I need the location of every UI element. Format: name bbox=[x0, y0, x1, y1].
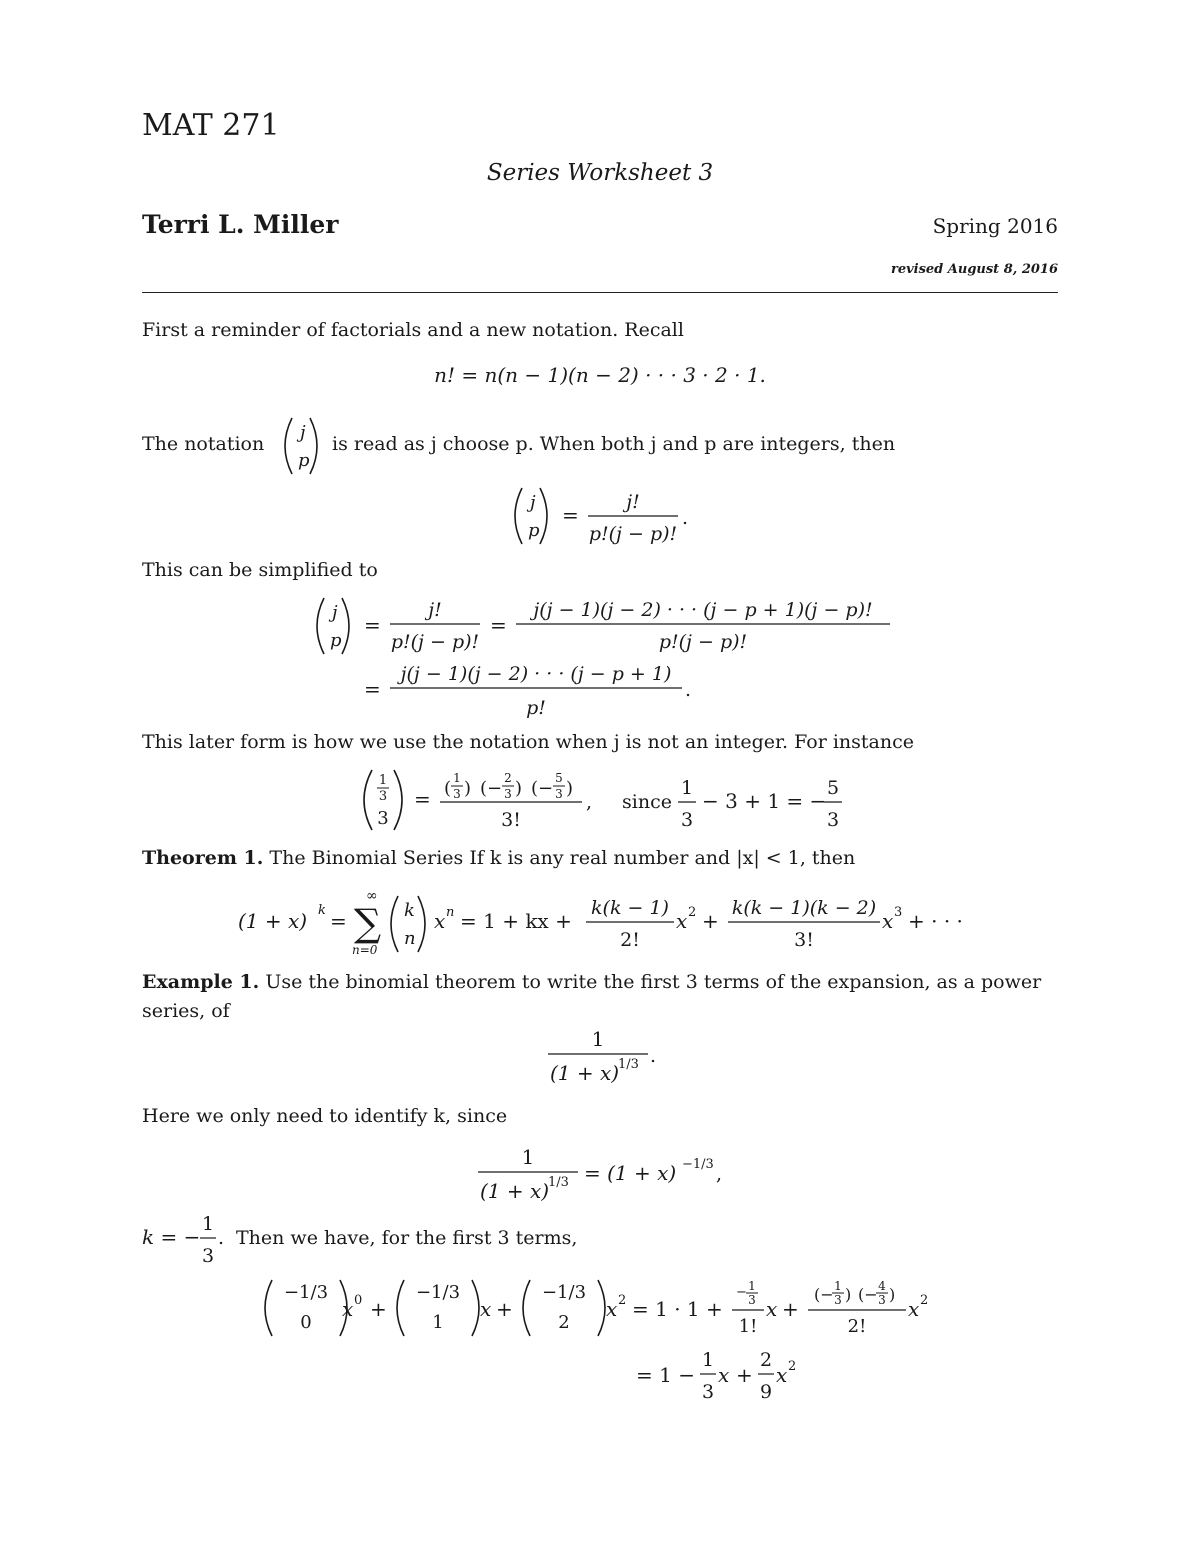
svg-text:): ) bbox=[566, 778, 574, 799]
svg-text:1: 1 bbox=[453, 771, 461, 785]
svg-text:=: = bbox=[330, 909, 347, 933]
svg-text:j!: j! bbox=[626, 491, 640, 513]
svg-text:3: 3 bbox=[834, 1293, 842, 1307]
svg-text:0: 0 bbox=[354, 1293, 363, 1308]
svg-text:2!: 2! bbox=[620, 929, 640, 951]
svg-text:1: 1 bbox=[521, 1145, 535, 1169]
svg-text:−1/3: −1/3 bbox=[541, 1282, 587, 1303]
svg-text:.: . bbox=[650, 1045, 657, 1067]
since-label: since bbox=[622, 791, 672, 813]
svg-text:x: x bbox=[676, 909, 688, 933]
later-form-paragraph: This later form is how we use the notation when j is not an integer. For instance bbox=[142, 731, 914, 753]
svg-text:p: p bbox=[298, 450, 310, 471]
svg-text:p!(j − p)!: p!(j − p)! bbox=[588, 523, 678, 545]
factorial-equation bbox=[142, 358, 1058, 392]
svg-text:3!: 3! bbox=[501, 809, 521, 831]
svg-text:2: 2 bbox=[618, 1293, 627, 1308]
svg-text:=: = bbox=[490, 613, 507, 637]
svg-text:= (1 + x): = (1 + x) bbox=[584, 1161, 677, 1185]
svg-text:1!: 1! bbox=[738, 1316, 758, 1337]
svg-text:(−: (− bbox=[858, 1285, 878, 1304]
svg-text:1/3: 1/3 bbox=[618, 1057, 639, 1072]
svg-text:3: 3 bbox=[555, 787, 563, 801]
example-paragraph bbox=[142, 968, 1058, 1026]
theorem-paragraph bbox=[142, 844, 1058, 873]
svg-text:=: = bbox=[562, 503, 579, 527]
svg-text:= 1 + kx +: = 1 + kx + bbox=[460, 909, 572, 933]
svg-text:=: = bbox=[364, 677, 381, 701]
k-value-line bbox=[142, 1210, 1058, 1270]
svg-text:): ) bbox=[845, 1285, 852, 1304]
svg-text:.: . bbox=[685, 679, 692, 701]
svg-text:3: 3 bbox=[680, 809, 694, 831]
svg-text:p!: p! bbox=[526, 697, 546, 719]
svg-text:3: 3 bbox=[878, 1293, 886, 1307]
svg-text:2: 2 bbox=[688, 905, 697, 920]
notation-line bbox=[142, 414, 1058, 476]
svg-text:k = −: k = − bbox=[142, 1225, 201, 1249]
svg-text:(−: (− bbox=[531, 778, 554, 799]
binomial-series-equation bbox=[142, 880, 1058, 960]
svg-text:3: 3 bbox=[826, 809, 840, 831]
svg-text:(1 + x): (1 + x) bbox=[550, 1061, 620, 1085]
svg-text:+: + bbox=[496, 1297, 513, 1321]
choose-definition bbox=[142, 484, 1058, 548]
svg-text:): ) bbox=[889, 1285, 896, 1304]
svg-text:j: j bbox=[530, 492, 536, 513]
svg-text:p!(j − p)!: p!(j − p)! bbox=[658, 631, 748, 653]
svg-text:x: x bbox=[766, 1297, 778, 1321]
svg-text:+: + bbox=[370, 1297, 387, 1321]
here-paragraph: Here we only need to identify k, since bbox=[142, 1105, 508, 1127]
svg-text:j: j bbox=[300, 422, 306, 443]
svg-text:k(k − 1): k(k − 1) bbox=[591, 897, 669, 919]
svg-text:= 1 −: = 1 − bbox=[636, 1363, 695, 1387]
svg-text:1: 1 bbox=[748, 1279, 756, 1293]
here-equation bbox=[142, 1140, 1058, 1204]
svg-text:p: p bbox=[330, 630, 342, 651]
svg-text:∞: ∞ bbox=[366, 888, 378, 904]
svg-text:1: 1 bbox=[591, 1027, 605, 1051]
svg-text:k: k bbox=[318, 903, 326, 918]
svg-text:k: k bbox=[404, 900, 415, 921]
worksheet-subtitle: Series Worksheet 3 bbox=[486, 160, 714, 186]
svg-text:5: 5 bbox=[555, 771, 563, 785]
example-text: Use the binomial theorem to write the first 3 terms of the expansion, as a power series, of bbox=[142, 971, 1042, 1022]
svg-text:1: 1 bbox=[201, 1213, 215, 1235]
svg-text:j!: j! bbox=[428, 599, 442, 621]
svg-text:.: . bbox=[682, 507, 689, 529]
svg-text:n: n bbox=[446, 905, 455, 920]
svg-text:0: 0 bbox=[300, 1312, 312, 1333]
svg-text:1: 1 bbox=[701, 1349, 715, 1371]
svg-text:(−: (− bbox=[480, 778, 503, 799]
svg-text:n: n bbox=[404, 928, 416, 949]
simplified-paragraph: This can be simplified to bbox=[142, 559, 378, 581]
svg-text:1: 1 bbox=[378, 773, 388, 788]
svg-text:−1/3: −1/3 bbox=[283, 1282, 329, 1303]
svg-text:,: , bbox=[586, 791, 593, 813]
svg-text:j(j − 1)(j − 2) · · · (j − p +: j(j − 1)(j − 2) · · · (j − p + 1) bbox=[400, 663, 672, 685]
svg-text:−: − bbox=[736, 1285, 747, 1300]
svg-text:3: 3 bbox=[378, 789, 388, 804]
svg-text:x: x bbox=[776, 1363, 788, 1387]
svg-text:3: 3 bbox=[701, 1381, 715, 1403]
svg-text:2!: 2! bbox=[847, 1316, 867, 1337]
example-expression bbox=[142, 1022, 1058, 1086]
svg-text:∑: ∑ bbox=[354, 901, 382, 945]
svg-text:−1/3: −1/3 bbox=[682, 1157, 714, 1172]
example-label: Example 1. bbox=[142, 971, 260, 993]
svg-text:5: 5 bbox=[826, 777, 840, 799]
course-title: MAT 271 bbox=[142, 108, 280, 143]
svg-text:1: 1 bbox=[834, 1279, 842, 1293]
svg-text:2: 2 bbox=[759, 1349, 773, 1371]
svg-text:3: 3 bbox=[894, 905, 903, 920]
svg-text:x: x bbox=[718, 1363, 730, 1387]
svg-text:): ) bbox=[515, 778, 523, 799]
svg-text:): ) bbox=[464, 778, 472, 799]
svg-text:3: 3 bbox=[201, 1245, 215, 1267]
svg-text:4: 4 bbox=[878, 1279, 886, 1293]
svg-text:(: ( bbox=[444, 778, 452, 799]
svg-text:x: x bbox=[480, 1297, 492, 1321]
svg-text:j(j − 1)(j − 2) · · · (j − p +: j(j − 1)(j − 2) · · · (j − p + 1)(j − p)! bbox=[533, 599, 873, 621]
svg-text:3: 3 bbox=[748, 1293, 756, 1307]
svg-text:x: x bbox=[342, 1297, 354, 1321]
svg-text:− 3 + 1 = −: − 3 + 1 = − bbox=[702, 789, 827, 813]
author-name: Terri L. Miller bbox=[142, 210, 339, 239]
then-text: Then we have, for the first 3 terms, bbox=[236, 1227, 578, 1249]
intro-paragraph: First a reminder of factorials and a new notation. Recall bbox=[142, 319, 684, 341]
svg-text:3: 3 bbox=[504, 787, 512, 801]
svg-text:=: = bbox=[414, 787, 431, 811]
svg-text:= 1 · 1 +: = 1 · 1 + bbox=[632, 1297, 723, 1321]
svg-text:j: j bbox=[332, 602, 338, 623]
svg-text:3: 3 bbox=[453, 787, 461, 801]
svg-text:+: + bbox=[702, 909, 719, 933]
svg-text:1: 1 bbox=[680, 777, 694, 799]
svg-text:1: 1 bbox=[432, 1312, 444, 1333]
svg-text:n=0: n=0 bbox=[352, 943, 378, 957]
header-divider bbox=[142, 292, 1058, 293]
factorial-text: n! = n(n − 1)(n − 2) · · · 3 · 2 · 1. bbox=[434, 363, 766, 387]
svg-text:+: + bbox=[782, 1297, 799, 1321]
svg-text:x: x bbox=[908, 1297, 920, 1321]
svg-text:=: = bbox=[364, 613, 381, 637]
svg-text:2: 2 bbox=[788, 1359, 797, 1374]
svg-text:p!(j − p)!: p!(j − p)! bbox=[390, 631, 480, 653]
svg-text:x: x bbox=[434, 909, 446, 933]
svg-text:(1 + x): (1 + x) bbox=[238, 909, 308, 933]
svg-text:2: 2 bbox=[920, 1293, 929, 1308]
svg-text:9: 9 bbox=[759, 1381, 773, 1403]
expansion-equation bbox=[142, 1276, 1058, 1406]
notation-after: is read as j choose p. When both j and p are integers, then bbox=[332, 433, 896, 455]
svg-text:2: 2 bbox=[504, 771, 512, 785]
svg-text:x: x bbox=[606, 1297, 618, 1321]
svg-text:.: . bbox=[218, 1227, 225, 1249]
instance-equation bbox=[142, 764, 1058, 834]
theorem-label: Theorem 1. bbox=[142, 847, 264, 869]
svg-text:x: x bbox=[882, 909, 894, 933]
term-label: Spring 2016 bbox=[932, 214, 1058, 238]
choose-symbol-inline bbox=[285, 418, 317, 474]
svg-text:+: + bbox=[736, 1363, 753, 1387]
svg-text:3!: 3! bbox=[794, 929, 814, 951]
svg-text:+ · · ·: + · · · bbox=[908, 909, 963, 933]
theorem-text: The Binomial Series If k is any real number and |x| < 1, then bbox=[269, 847, 856, 869]
svg-text:,: , bbox=[716, 1163, 723, 1185]
notation-before: The notation bbox=[142, 433, 265, 455]
svg-text:3: 3 bbox=[377, 808, 389, 829]
svg-text:k(k − 1)(k − 2): k(k − 1)(k − 2) bbox=[731, 897, 877, 919]
svg-text:(−: (− bbox=[814, 1285, 834, 1304]
svg-text:−1/3: −1/3 bbox=[415, 1282, 461, 1303]
simplified-equation bbox=[142, 592, 1058, 724]
revised-date: revised August 8, 2016 bbox=[890, 262, 1058, 277]
svg-text:p: p bbox=[528, 520, 540, 541]
svg-text:(1 + x): (1 + x) bbox=[480, 1179, 550, 1203]
svg-text:1/3: 1/3 bbox=[548, 1175, 569, 1190]
svg-text:2: 2 bbox=[558, 1312, 570, 1333]
